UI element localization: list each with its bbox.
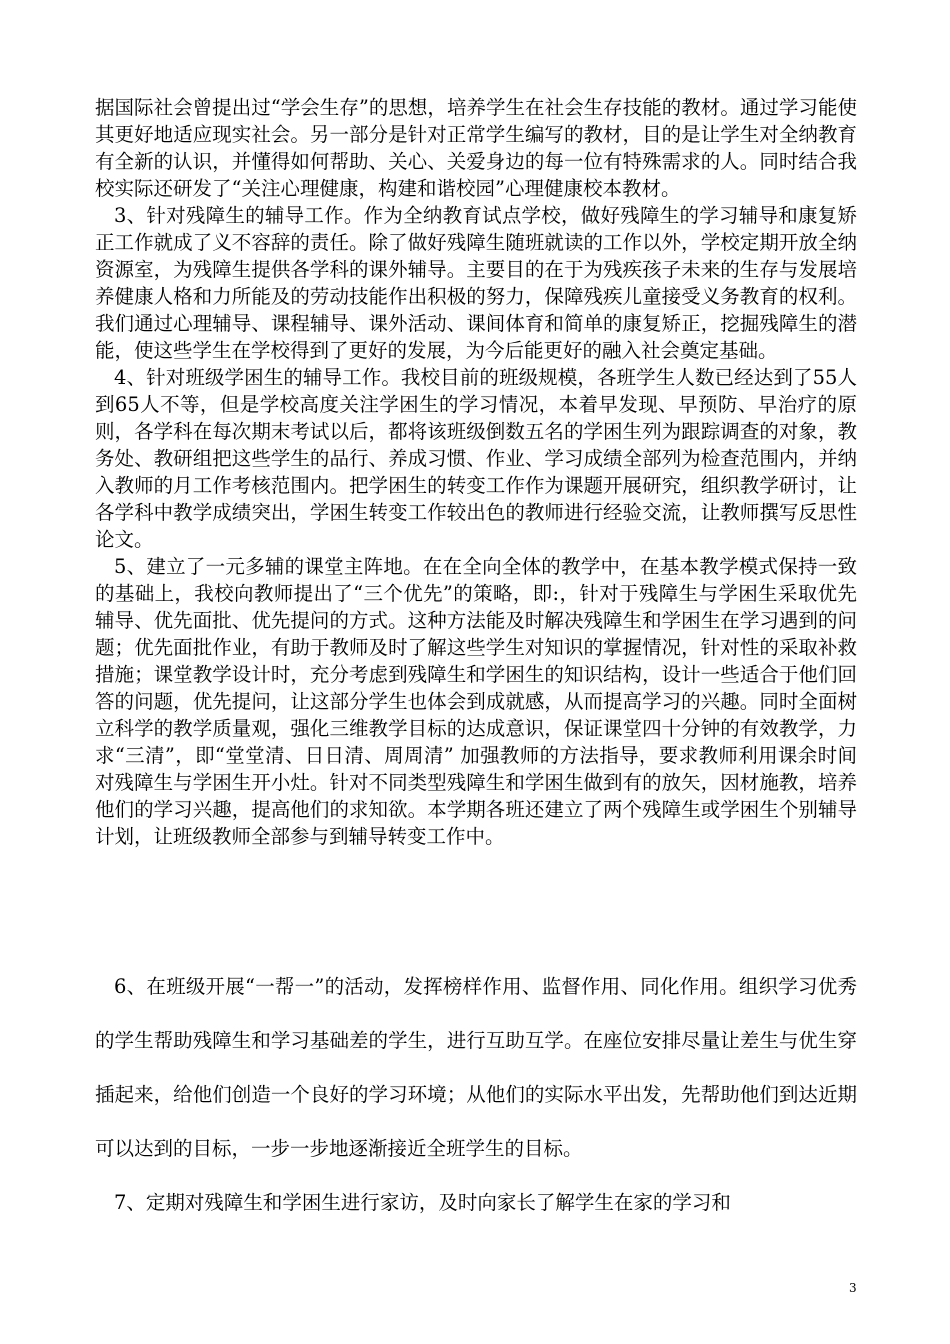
paragraph-item-5: 5、建立了一元多辅的课堂主阵地。在在全向全体的教学中，在基本教学模式保持一致的基础上，我校向教师提出了“三个优先”的策略，即:，针对于残障生与学困生采取优先辅导、优先面批、优先提问的方式。这种方法能及时解决残障生和学困生在学习遇到的问题；优先面批作业，有助于教师及时了解这些学生对知识的掌握情况，针对性的采取补救措施；课堂教学设计时，充分考虑到残障生和学困生的知识结构，设计一些适合于他们回答的问题，优先提问，让这部分学生也体会到成就感，从而提高学习的兴趣。同时全面树立科学的教学质量观，强化三维教学目标的达成意识，保证课堂四十分钟的有效教学，力求“三清”，即“堂堂清、日日清、周周清” 加强教师的方法指导，要求教师利用课余时间对残障生与学困生开小灶。针对不同类型残障生和学困生做到有的放矢，因材施教，培养他们的学习兴趣，提高他们的求知欲。本学期各班还建立了两个残障生或学困生个别辅导计划，让班级教师全部参与到辅导转变工作中。 bbox=[95, 555, 857, 848]
dense-text-section bbox=[95, 94, 857, 850]
paragraph-continuation: 据国际社会曾提出过“学会生存”的思想，培养学生在社会生存技能的教材。通过学习能使其更好地适应现实社会。另一部分是针对正常学生编写的教材，目的是让学生对全纳教育有全新的认识，并懂得如何帮助、关心、关爱身边的每一位有特殊需求的人。同时结合我校实际还研发了“关注心理健康，构建和谐校园”心理健康校本教材。 bbox=[95, 96, 857, 200]
page-number: 3 bbox=[849, 1281, 857, 1295]
paragraph-item-3: 3、针对残障生的辅导工作。作为全纳教育试点学校，做好残障生的学习辅导和康复矫正工作就成了义不容辞的责任。除了做好残障生随班就读的工作以外，学校定期开放全纳资源室，为残障生提供各学科的课外辅导。主要目的在于为残疾孩子未来的生存与发展培养健康人格和力所能及的劳动技能作出积极的努力，保障残疾儿童接受义务教育的权利。我们通过心理辅导、课程辅导、课外活动、课间体育和简单的康复矫正，挖掘残障生的潜能，使这些学生在学校得到了更好的发展，为今后能更好的融入社会奠定基础。 bbox=[95, 204, 857, 362]
paragraph-item-7: 7、定期对残障生和学困生进行家访，及时向家长了解学生在家的学习和 bbox=[114, 1191, 731, 1214]
paragraph-item-4: 4、针对班级学困生的辅导工作。我校目前的班级规模，各班学生人数已经达到了55人到65人不等，但是学校高度关注学困生的学习情况，本着早发现、早预防、早治疗的原则，各学科在每次期末考试以后，都将该班级倒数五名的学困生列为跟踪调查的对象，教务处、教研组把这些学生的品行、养成习惯、作业、学习成绩全部列为检查范围内，并纳入教师的月工作考核范围内。把学困生的转变工作作为课题开展研究，组织教学研讨，让各学科中教学成绩突出，学困生转变工作较出色的教师进行经验交流，让教师撰写反思性论文。 bbox=[95, 366, 857, 551]
paragraph-item-6: 6、在班级开展“一帮一”的活动，发挥榜样作用、监督作用、同化作用。组织学习优秀的学生帮助残障生和学习基础差的学生，进行互助互学。在座位安排尽量让差生与优生穿插起来，给他们创造一个良好的学习环境；从他们的实际水平出发，先帮助他们到达近期可以达到的目标，一步一步地逐渐接近全班学生的目标。 bbox=[95, 975, 857, 1160]
loose-text-section bbox=[95, 960, 857, 1230]
